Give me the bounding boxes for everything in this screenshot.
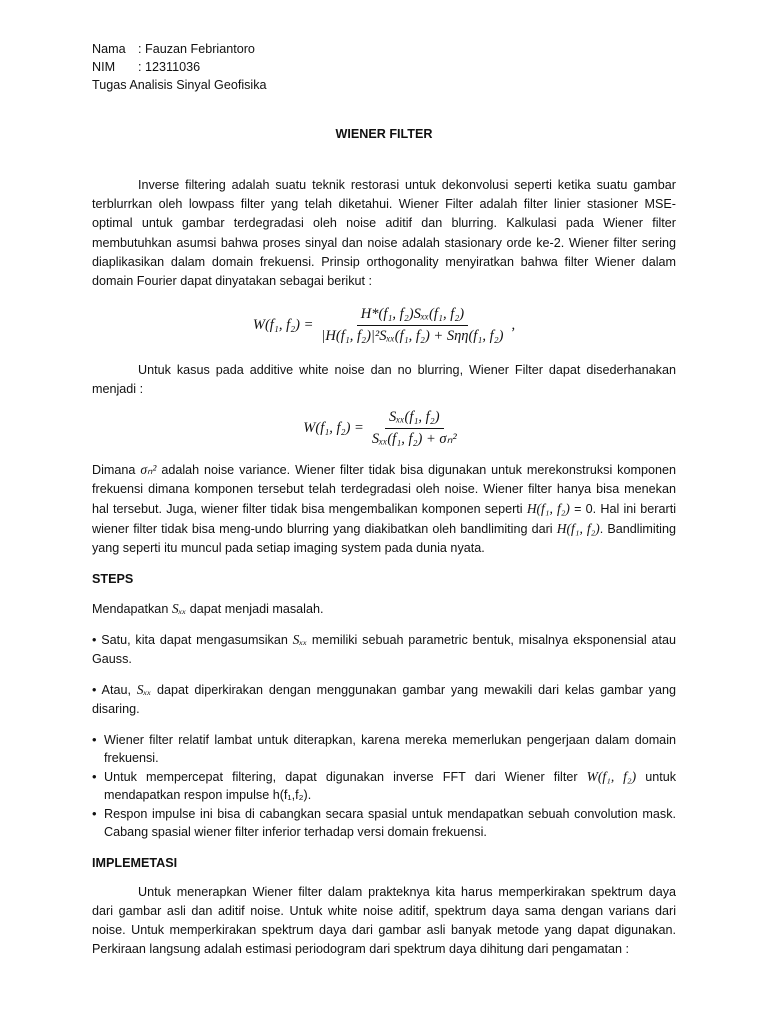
course-line: Tugas Analisis Sinyal Geofisika [92,78,267,92]
author-header [92,40,676,94]
steps-line-2 [92,630,676,669]
bullet-item: • Respon impulse ini bisa di cabangkan secara spasial untuk mendapatkan sebuah convolution mask. Cabang spasial wiener filter inferior terhadap versi domain frekuensi. [92,805,676,842]
p3-text-4: . Bandlimiting yang seperti itu muncul pada setiap imaging system pada dunia nyata. [92,522,676,556]
eq1-numerator: H*(f₁, f₂)Sₓₓ(f₁, f₂) [357,306,468,326]
eq1-fraction [317,306,507,345]
p3-math-h2: H(f₁, f₂) [556,521,600,537]
p3-text-3: = 0. Hal ini berarti wiener filter tidak bisa meng-undo blurring yang diakibatkan oleh bandlimiting dari [92,502,676,537]
b2-text-b: untuk mendapatkan respon impulse h(f₁,f₂). [104,769,677,803]
eq1-denominator: |H(f₁, f₂)|²Sₓₓ(f₁, f₂) + Sηη(f₁, f₂) [321,327,504,344]
notes-bullet-list [92,731,676,842]
eq1-lhs: W(f₁, f₂) = [252,316,314,333]
s3-math: Sₓₓ [136,682,152,698]
intro-paragraph: Inverse filtering adalah suatu teknik restorasi untuk dekonvolusi seperti ketika suatu gambar terblurrkan oleh lowpass filter yang telah diketahui. Wiener Filter adalah filter linier stasioner MSE-optimal untuk gambar terdegradasi oleh noise aditif dan blurring. Kalkulasi pada Wiener filter membutuhkan asumsi bahwa proses sinyal dan noise adalah stasionary orde ke-2. Wiener filter sering diaplikasikan dalam domain frekuensi. Prinsip orthogonality menyiratkan bahwa filter Wiener dalam domain Fourier dapat dinyatakan sebagai berikut : [92,178,676,289]
document-title: WIENER FILTER [335,127,433,141]
bullet-item [92,768,676,805]
s1-math: Sₓₓ [171,600,187,616]
s3-text-b: dapat diperkirakan dengan menggunakan gambar yang mewakili dari kelas gambar yang disaring. [92,683,676,717]
bullet-item: • Wiener filter relatif lambat untuk diterapkan, karena mereka memerlukan pengerjaan dalam domain frekuensi. [92,731,676,768]
eq2-denominator: Sₓₓ(f₁, f₂) + σₙ² [371,431,457,448]
p3-text-2: adalah noise variance. Wiener filter tidak bisa digunakan untuk merekonstruksi komponen frekuensi dimana komponen tersebut telah terdegradasi oleh noise. Wiener filter hanya bisa menekan hal tersebut. Juga, wiener filter tidak bisa mengembalikan komponen seperti [92,462,676,517]
noise-variance-paragraph [92,460,676,559]
implementation-paragraph: Untuk menerapkan Wiener filter dalam prakteknya kita harus memperkirakan spektrum daya dari gambar asli dan aditif noise. Untuk white noise aditif, spektrum daya sama dengan varians dari noise. Untuk memperkirakan spektrum daya dari gambar asli banyak metode yang dapat digunakan. Perkiraan langsung adalah estimasi periodogram dari spektrum daya dihitung dari pengamatan : [92,884,676,957]
name-label: Nama [92,42,126,56]
steps-line-3 [92,680,676,719]
s2-text-a: • Satu, kita dapat mengasumsikan [92,632,293,647]
wiener-equation-simplified [92,408,676,450]
p3-math-sigma: σₙ² [140,461,157,477]
b2-math: W(f₁, f₂) [586,768,637,784]
b2-text-a: Untuk mempercepat filtering, dapat digunakan inverse FFT dari Wiener filter [104,769,587,784]
s2-text-b: memiliki sebuah parametric bentuk, misalnya eksponensial atau Gauss. [92,632,676,667]
s2-math: Sₓₓ [292,631,308,647]
nim-value: : 12311036 [138,60,201,74]
eq2-fraction [368,409,461,448]
eq2-numerator: Sₓₓ(f₁, f₂) [385,409,444,429]
white-noise-paragraph: Untuk kasus pada additive white noise dan no blurring, Wiener Filter dapat disederhanakan menjadi : [92,363,676,397]
wiener-equation-general [92,303,676,347]
steps-line-1 [92,599,676,619]
name-line [92,40,676,58]
eq1-trail: , [511,316,516,333]
s1-text-b: dapat menjadi masalah. [186,601,324,616]
eq2-lhs: W(f₁, f₂) = [303,420,364,437]
s3-text-a: • Atau, [92,683,137,698]
name-value: : Fauzan Febriantoro [138,42,255,56]
nim-label: NIM [92,60,116,74]
p3-text-1: Dimana [92,462,141,477]
p3-math-h: H(f₁, f₂) [526,501,570,517]
implementation-heading: IMPLEMETASI [92,855,178,870]
steps-heading: STEPS [92,571,134,586]
nim-line [92,58,676,76]
s1-text-a: Mendapatkan [92,601,172,616]
